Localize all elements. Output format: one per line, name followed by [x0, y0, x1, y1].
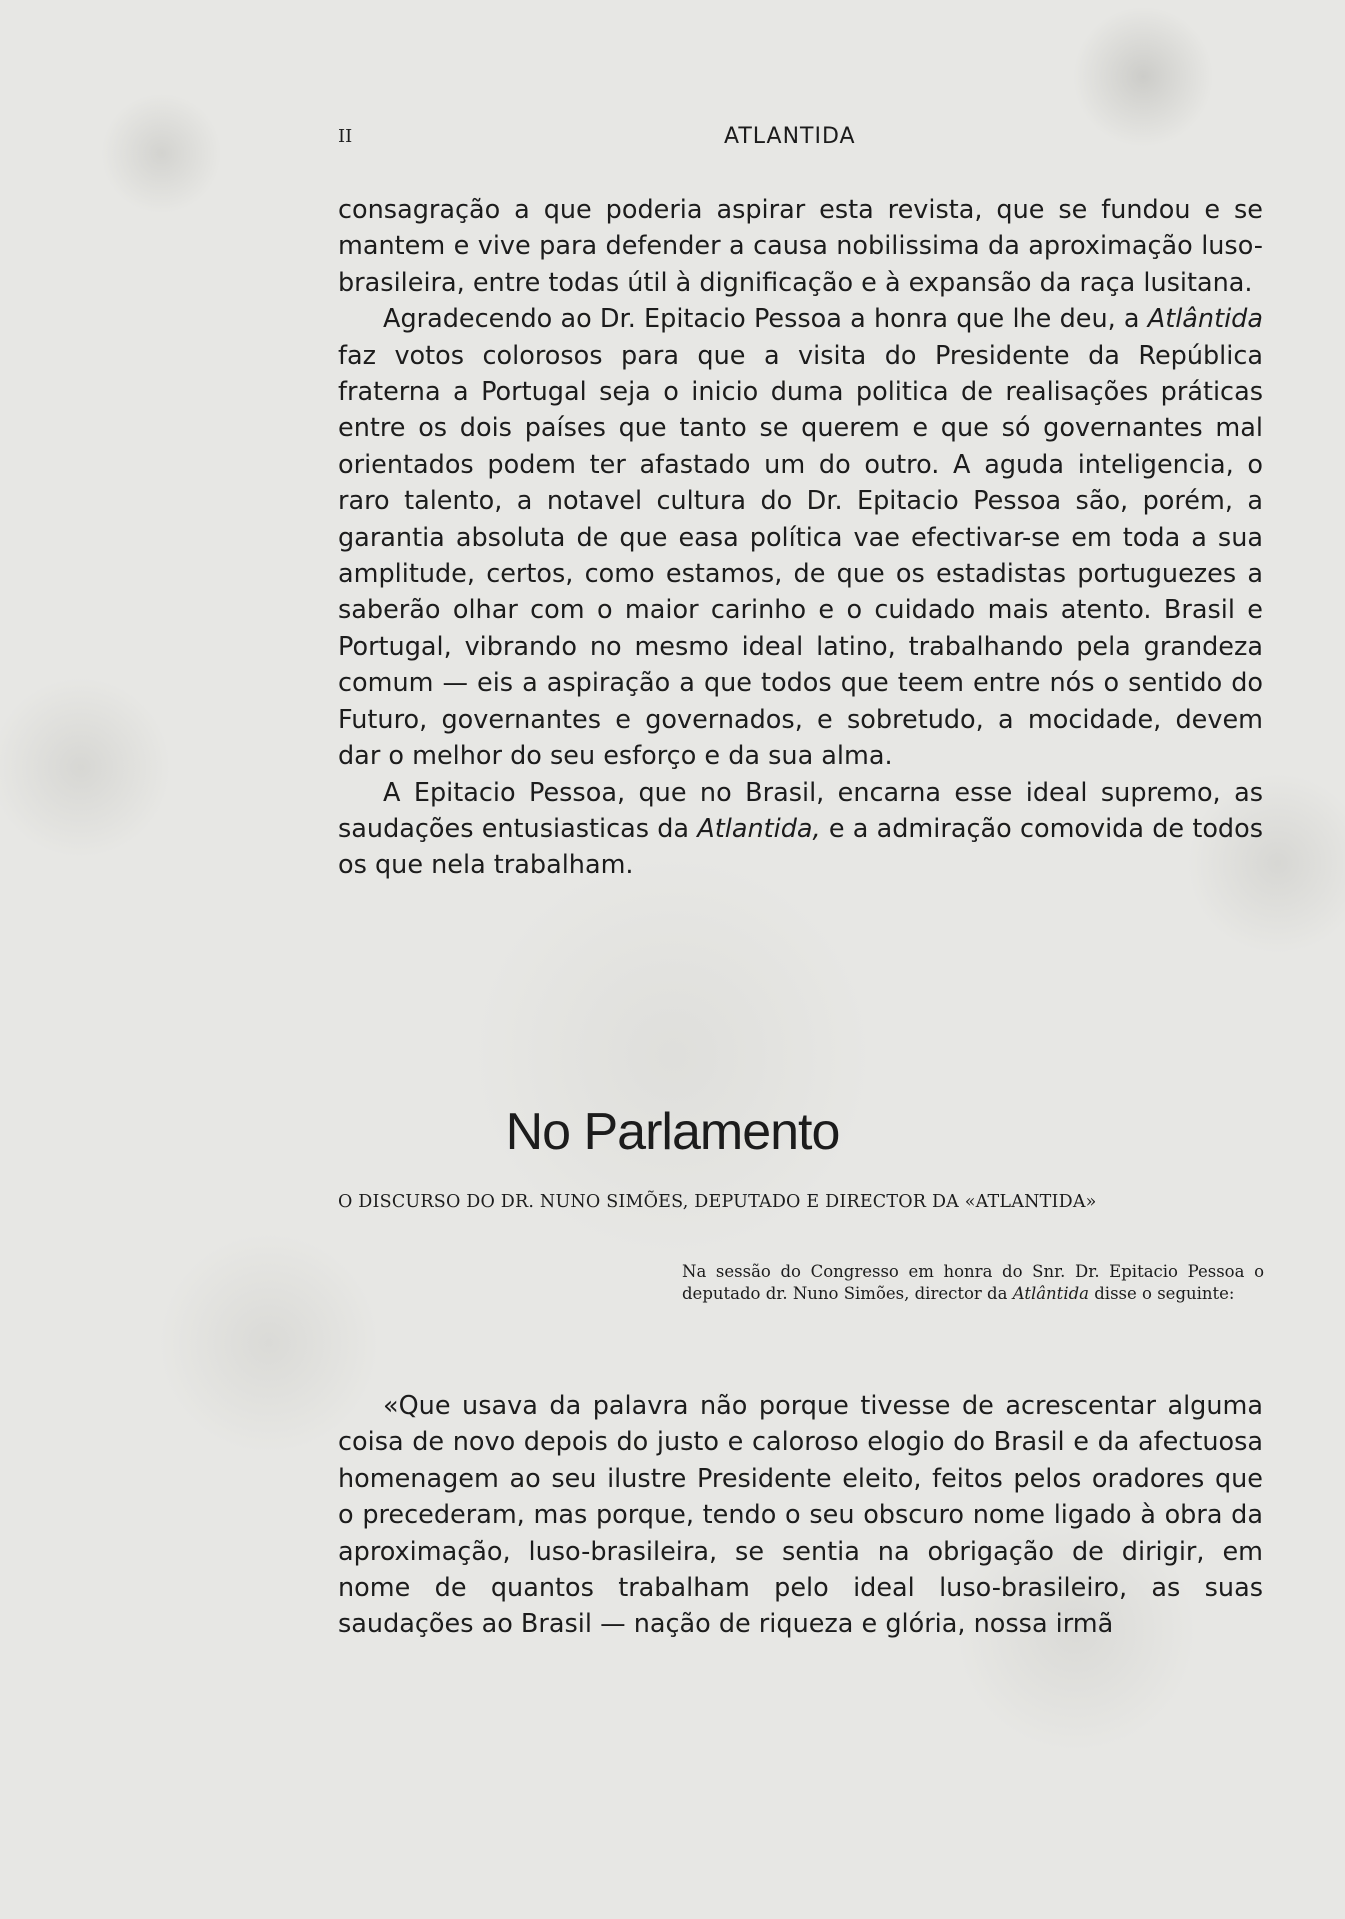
paragraph-1: [338, 192, 1263, 301]
magazine-name-italic-2: Atlantida,: [697, 813, 821, 844]
editorial-note: [682, 1261, 1264, 1305]
paragraph-1-text: consagração a que poderia aspirar esta revista, que se fundou e se mantem e vive para defender a causa nobilissima da aproximação luso-brasileira, entre todas útil à dignificação e à expansão da raça lusitana.: [338, 195, 1263, 298]
running-head: ATLANTIDA: [724, 124, 856, 149]
section-title: No Parlamento: [505, 1103, 840, 1161]
paragraph-3-start: A Epitacio Pessoa, que no Brasil, encarna esse ideal supremo, as saudações entusiasticas da: [338, 777, 1263, 844]
note-end: disse o seguinte:: [1089, 1284, 1235, 1303]
paragraph-3-rest: e a admiração comovida de todos os que nela trabalham.: [338, 813, 1263, 881]
page-number: II: [338, 126, 353, 147]
speech-body: [338, 1388, 1263, 1643]
paragraph-2: [338, 301, 1263, 774]
section-subtitle: O DISCURSO DO DR. NUNO SIMÕES, DEPUTADO E DIRECTOR DA «ATLANTIDA»: [338, 1192, 1097, 1212]
page-header: [338, 124, 1258, 154]
magazine-name-italic: Atlântida: [1147, 304, 1263, 335]
note-start: Na sessão do Congresso em honra do Snr. Dr. Epitacio Pessoa o deputado dr. Nuno Simões, director da: [682, 1262, 1264, 1303]
paragraph-2-rest: faz votos colorosos para que a visita do Presidente da República fraterna a Portugal seja o inicio duma politica de realisações práticas entre os dois países que tanto se querem e que só governantes mal orientados podem ter afastado um do outro. A aguda inteligencia, o raro talento, a notavel cultura do Dr. Epitacio Pessoa são, porém, a garantia absoluta de que easa política vae efectivar-se em toda a sua amplitude, certos, como estamos, de que os estadistas portuguezes a saberão olhar com o maior carinho e o cuidado mais atento. Brasil e Portugal, vibrando no mesmo ideal latino, trabalhando pela grandeza comum — eis a aspiração a que todos que teem entre nós o sentido do Futuro, governantes e governados, e sobretudo, a mocidade, devem dar o melhor do seu esforço e da sua alma.: [338, 340, 1263, 772]
paragraph-2-start: Agradecendo ao Dr. Epitacio Pessoa a honra que lhe deu, a: [383, 304, 1148, 335]
article-body: [338, 192, 1263, 884]
speech-paragraph: «Que usava da palavra não porque tivesse de acrescentar alguma coisa de novo depois do justo e caloroso elogio do Brasil e da afectuosa homenagem ao seu ilustre Presidente eleito, feitos pelos oradores que o precederam, mas porque, tendo o seu obscuro nome ligado à obra da aproximação, luso-brasileira, se sentia na obrigação de dirigir, em nome de quantos trabalham pelo ideal luso-brasileiro, as suas saudações ao Brasil — nação de riqueza e glória, nossa irmã: [338, 1391, 1263, 1640]
note-magazine-italic: Atlântida: [1012, 1284, 1089, 1303]
paragraph-3: [338, 775, 1263, 884]
